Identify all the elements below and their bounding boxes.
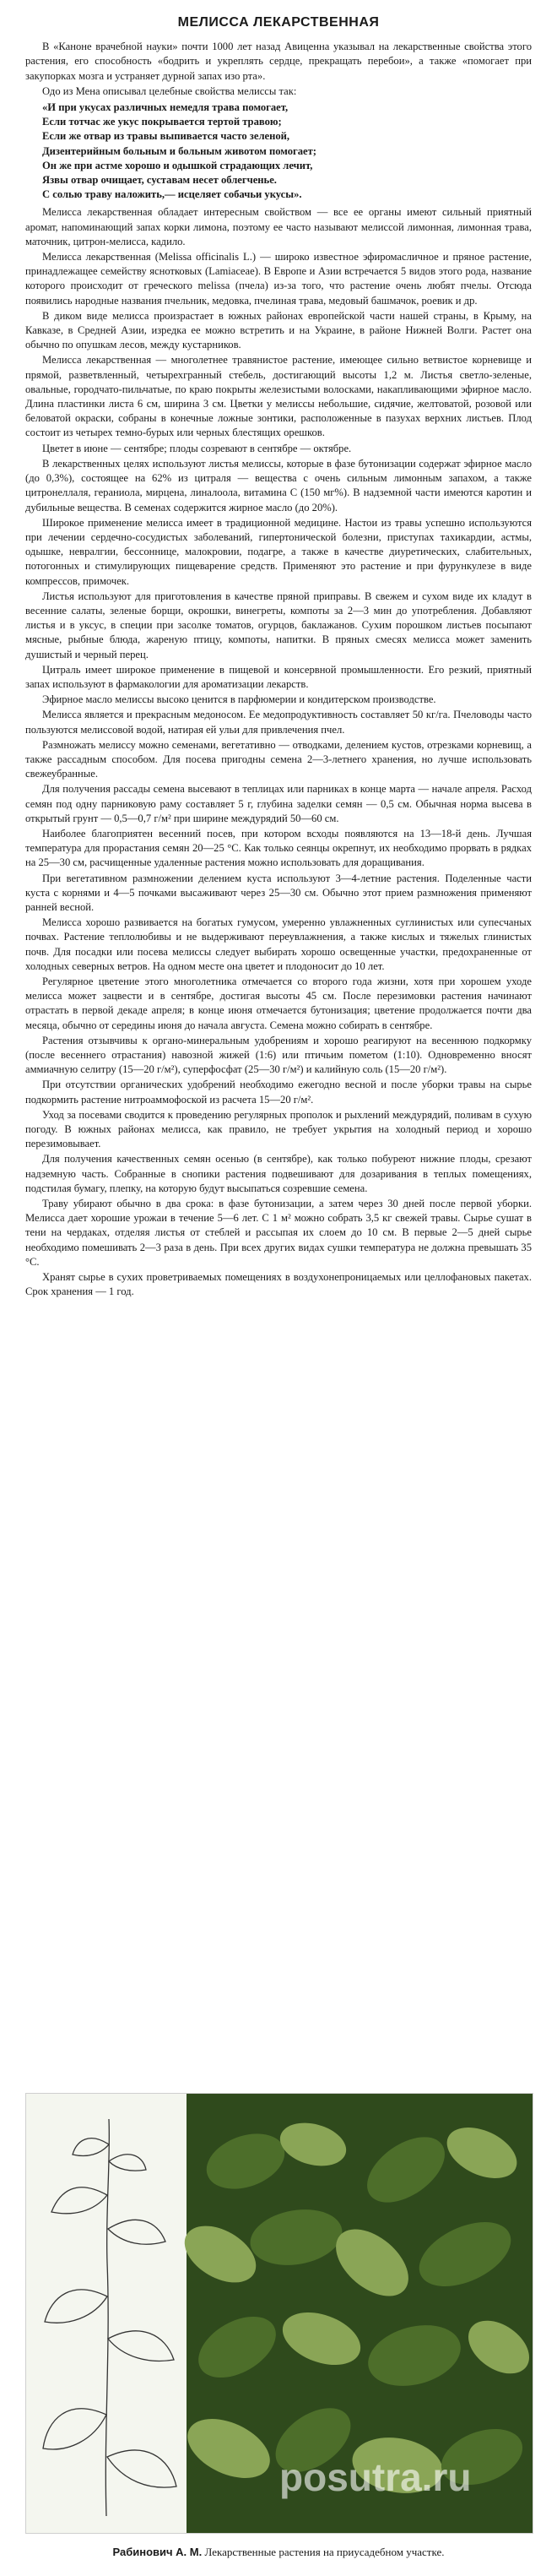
- sketch-leaf: [107, 2450, 176, 2487]
- sketch-leaf: [45, 2290, 107, 2323]
- sketch-leaf: [108, 2220, 165, 2244]
- poem-line: «И при укусах различных немедля трава помогает,: [42, 101, 289, 114]
- body-paragraph: Мелисса лекарственная — многолетнее травянистое растение, имеющее сильно ветвистое корневище и прямой, разветвленный, четырехгранный стебель, достигающий высоты 1,2 м. Листья светло-зеленые, овальные, городчато-пильчатые, по краю покрыты железистыми волосками, накапливающими эфирное масло. Длина пластинки листа 6 см, ширина 3 см. Цветки у мелиссы небольшие, сидячие, желтоватой, розовой или беловатой окраски, собраны в конечные ложные зонтики, расположенные в пазухах верхних листьев. Плод состоит из четырех темно-бурых или черных блестящих орешков.: [25, 354, 532, 439]
- body-paragraph: Наиболее благоприятен весенний посев, при котором всходы появляются на 13—18-й день. Лучшая температура для прорастания семян 20—25 °С. Как только сеянцы окрепнут, их необходимо прорвать в рядках на 25—30 см, расчищенные удаленные растения можно использовать для доращивания.: [25, 827, 532, 869]
- odo-intro: Одо из Мена описывал целебные свойства мелиссы так:: [42, 84, 297, 97]
- sketch-leaf: [43, 2409, 106, 2449]
- poem-line: Язвы отвар очищает, суставам несет облегченье.: [42, 174, 277, 187]
- body-paragraph: Мелисса лекарственная (Melissa officinalis L.) — широко известное эфиромасличное и пряное растение, принадлежащее семейству яснотковых (Lamiaceae). В Европе и Азии встречается 5 видов этого рода, название которого происходит от греческого melissa (пчела) из-за того, что растение очень любят пчелы. Отсюда появились народные названия пчельник, медовка, пчелиная трава, медовый башмачок, роевик и др.: [25, 251, 532, 307]
- poem-quote: [25, 101, 532, 202]
- body-paragraph: Для получения рассады семена высевают в теплицах или парниках в конце марта — начале апреля. Расход семян под одну парниковую раму составляет 5 г, глубина заделки семян — 0,5 см. Обычная норма высева в открытый грунт — 0,5—0,7 г/м² при ширине междурядий 50—60 см.: [25, 783, 532, 824]
- body-paragraph: В диком виде мелисса произрастает в южных районах европейской части нашей страны, в Крыму, на Кавказе, в Средней Азии, изредка ее можно встретить и на Украине, в районе Нижней Волги. Растет она обычно по опушкам лесов, между кустарников.: [25, 309, 532, 351]
- watermark: posutra.ru: [279, 2455, 472, 2499]
- caption-book: Лекарственные растения на приусадебном участке.: [204, 2546, 445, 2558]
- poem-line: Дизентерийным больным и больным животом помогает;: [42, 144, 316, 157]
- body-paragraph: Уход за посевами сводится к проведению регулярных прополок и рыхлений междурядий, поливам в сухую погоду. В южных районах мелисса, как правило, не требует укрытия на холодный период и хорошо перезимовывает.: [25, 1108, 532, 1150]
- caption-author: Рабинович А. М.: [112, 2546, 203, 2558]
- plant-illustration-svg: [26, 2094, 533, 2533]
- body-paragraph: Мелисса лекарственная обладает интересным свойством — все ее органы имеют сильный приятный аромат, напоминающий запах корки лимона, поэтому ее часто называют мелиссой лимонная, лимонная трава, маточник, цитрон-мелисса, кадило.: [25, 206, 532, 247]
- body-paragraph: Цветет в июне — сентябре; плоды созревают в сентябре — октябре.: [42, 442, 352, 454]
- article-title: МЕЛИССА ЛЕКАРСТВЕННАЯ: [177, 15, 380, 30]
- body-paragraph: Широкое применение мелисса имеет в традиционной медицине. Настои из травы успешно используются при лечении сердечно-сосудистых заболеваний, гипертонической болезни, приступах тахикардии, астмы, одышке, невралгии, бессоннице, малокровии, подагре, а также в качестве диуретических, слабительных, потогонных и стимулирующих пищеварение средств. Применяют это растение и при фурункулезе в виде компрессов, примочек.: [25, 516, 532, 587]
- body-paragraph: В лекарственных целях используют листья мелиссы, которые в фазе бутонизации содержат эфирное масло (до 0,3%), состоящее на 62% из цитраля — вещества с очень сильным лимонным запахом, а также цитронеллаля, гераниола, мирцена, линалоола, витамина С (150 мг%). В надземной части имеются каротин и дубильные вещества. В семенах содержится жирное масло (до 20%).: [25, 457, 532, 514]
- body-paragraph: Эфирное масло мелиссы высоко ценится в парфюмерии и кондитерском производстве.: [42, 693, 436, 706]
- poem-line: Если же отвар из травы выпивается часто зеленой,: [42, 130, 290, 143]
- article: [25, 15, 532, 1300]
- source-caption: [17, 2546, 540, 2559]
- poem-line: Если тотчас же укус покрывается тертой травою;: [42, 116, 282, 128]
- body-paragraph: Растения отзывчивы к органо-минеральным удобрениям и хорошо реагируют на весеннюю подкормку (после весеннего отрастания) навозной жижей (1:6) или птичьим пометом (1:10). Одновременно вносят аммиачную селитру (15—20 г/м²), суперфосфат (25—30 г/м²) и калийную соль (15—20 г/м²).: [25, 1034, 532, 1076]
- foliage-photo: [175, 2094, 533, 2533]
- poem-line: С солью траву наложить,— исцеляет собачьи укусы».: [42, 188, 302, 201]
- body-paragraph: Хранят сырье в сухих проветриваемых помещениях в воздухонепроницаемых или целлофановых пакетах. Срок хранения — 1 год.: [25, 1271, 532, 1298]
- poem-line: Он же при астме хорошо и одышкой страдающих лечит,: [42, 159, 313, 171]
- botanical-sketch: [43, 2119, 176, 2516]
- body-paragraph: Мелисса является и прекрасным медоносом. Ее медопродуктивность составляет 50 кг/га. Пчеловоды часто пользуются мелиссовой водой, натирая ей ульи для привлечения пчел.: [25, 709, 532, 736]
- sketch-leaf: [73, 2139, 109, 2156]
- body-paragraph: Цитраль имеет широкое применение в пищевой и консервной промышленности. Его резкий, приятный запах используют в фармакологии для ароматизации лекарств.: [25, 663, 532, 690]
- body-paragraph: Для получения качественных семян осенью (в сентябре), как только побуреют нижние плоды, срезают надземную часть. Собранные в снопики растения подвешивают для дозаривания в теплых помещениях, подстилая бумагу, плепку, на которую будут высыпаться созревшие семена.: [25, 1153, 532, 1194]
- body-paragraph: Размножать мелиссу можно семенами, вегетативно — отводками, делением кустов, отрезками корневищ, а также рассадным способом. Для посева пригодны семена 2—3-летнего хранения, но лучше использовать свежеубранные.: [25, 738, 532, 780]
- intro-paragraph: В «Каноне врачебной науки» почти 1000 лет назад Авиценна указывал на лекарственные свойства этого растения, его способность «бодрить и укреплять сердце, прекращать перебои», а также «помогает при закупорках мозга и устраняет дурной запах изо рта».: [25, 41, 532, 82]
- sketch-leaf: [108, 2331, 174, 2361]
- body-paragraph: Мелисса хорошо развивается на богатых гумусом, умеренно увлажненных суглинистых или супесчаных почвах. Растение теплолюбивы и не выдерживают переувлажнения, а также кислых и тяжелых глинистых почв. Для посадки или посева мелиссы следует выбирать хорошо освещенные участки, предохраненные от холодных северных ветров. На одном месте она цветет и плодоносит до 10 лет.: [25, 916, 532, 972]
- body-paragraph: Траву убирают обычно в два срока: в фазе бутонизации, а затем через 30 дней после первой уборки. Мелисса дает хорошие урожаи в течение 5—6 лет. С 1 м² можно собрать 3,5 кг свежей травы. Сырье сушат в тени на чердаках, отделяя листья от стеблей и рассыпая их слоем до 10 см. В первые 2—5 дней сырье необходимо помешивать 2—3 раза в день. При всех других видах сушки температура не должна превышать 35 °С.: [25, 1198, 532, 1268]
- melissa-illustration: [25, 2093, 533, 2534]
- body-paragraph: Листья используют для приготовления в качестве пряной приправы. В свежем и сухом виде их кладут в весенние салаты, зеленые борщи, окрошки, винегреты, компоты за 2—3 мин до употребления. Добавляют листья и в уксус, в специи при засолке томатов, огурцов, баклажанов. Сухим порошком листьев посыпают мясные, рыбные блюда, жареную птицу, компоты, напитки. В пряных смесях мелисса может заменить душистый и черный перец.: [25, 590, 532, 660]
- body-paragraph: При отсутствии органических удобрений необходимо ежегодно весной и после уборки травы на сырье подкормить растение нитроаммофоской из расчета 15—20 г/м².: [25, 1079, 532, 1106]
- body-paragraph: Регулярное цветение этого многолетника отмечается со второго года жизни, хотя при хорошем уходе мелисса может зацвести и в сентябре, достигая высоты 45 см. После перезимовки растения начинают отрастать в первой декаде апреля; в конце июня отмечается бутонизация; цветение продолжается почти два месяца, обычно от середины июня до начала августа. Семена можно собирать в сентябре.: [25, 976, 532, 1031]
- sketch-leaf: [51, 2187, 107, 2214]
- sketch-leaf: [109, 2155, 146, 2171]
- body-paragraph: При вегетативном размножении делением куста используют 3—4-летние растения. Поделенные части куста с корнями и 4—5 почками высаживают через 25—30 см. Обычно этот прием размножения применяют ранней весной.: [25, 872, 532, 913]
